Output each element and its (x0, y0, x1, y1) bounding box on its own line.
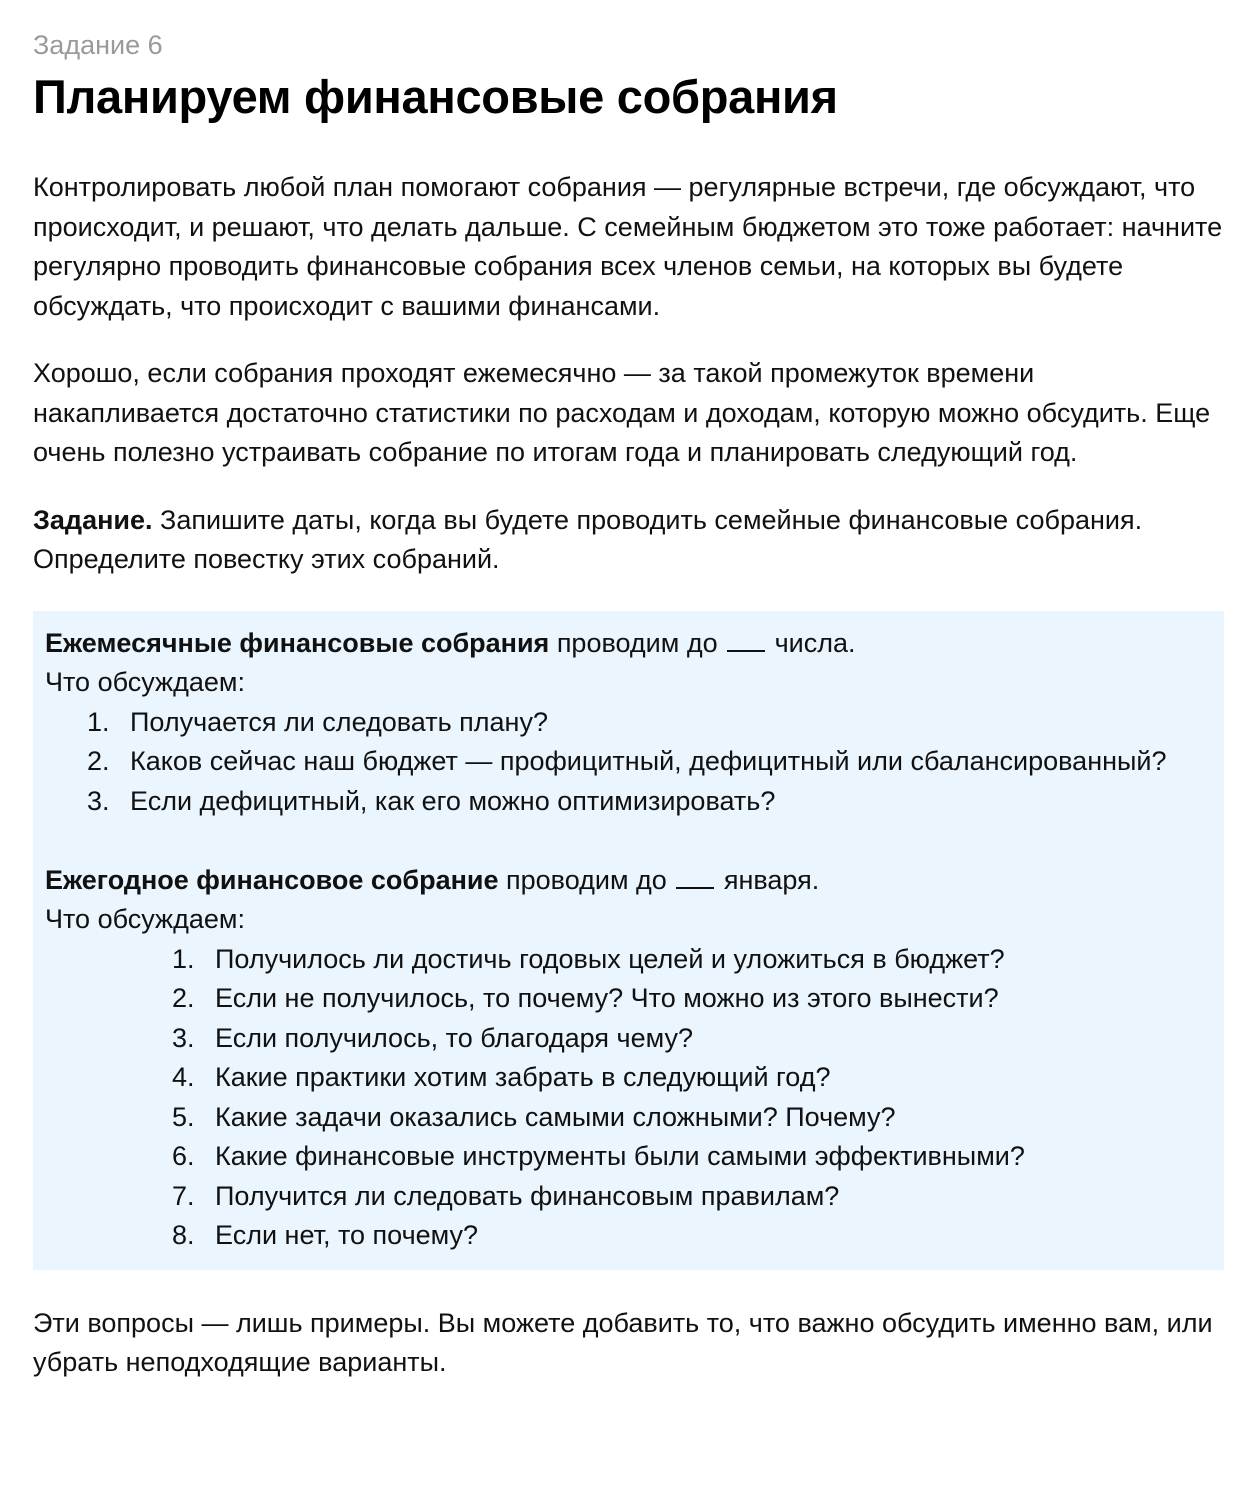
list-item-text: Если нет, то почему? (215, 1220, 479, 1250)
list-item (45, 1058, 1212, 1098)
list-item (45, 742, 1212, 782)
monthly-heading-pre: проводим до (549, 627, 726, 658)
monthly-agenda-list (45, 703, 1212, 822)
list-item (45, 1216, 1212, 1256)
intro-paragraph: Контролировать любой план помогают собрания — регулярные встречи, где обсуждают, что происходит, и решают, что делать дальше. С семейным бюджетом это тоже работает: начните регулярно проводить финансовые собрания всех членов семьи, на которых вы будете обсуждать, что происходит с вашими финансами. (33, 172, 1223, 321)
list-item-text: Если дефицитный, как его можно оптимизировать? (130, 785, 776, 816)
list-item (45, 1098, 1212, 1138)
list-item-text: Получается ли следовать плану? (130, 706, 548, 737)
list-item-number: 2. (87, 746, 110, 776)
list-item (45, 940, 1212, 980)
yearly-day-blank[interactable] (676, 865, 714, 889)
list-item-number: 6. (172, 1141, 195, 1171)
list-item-text: Какие задачи оказались самыми сложными? Почему? (215, 1101, 896, 1132)
yearly-heading (45, 861, 1212, 901)
list-item-number: 3. (172, 1022, 195, 1053)
task-label: Задание. (33, 504, 153, 535)
monthly-day-blank[interactable] (727, 628, 765, 652)
list-item (45, 1177, 1212, 1217)
frequency-paragraph: Хорошо, если собрания проходят ежемесячно — за такой промежуток времени накапливается достаточно статистики по расходам и доходам, которую можно обсудить. Еще очень полезно устраивать собрание по итогам года и планировать следующий год. (33, 358, 1211, 467)
list-item-text: Какие финансовые инструменты были самыми эффективными? (215, 1141, 1025, 1171)
list-item-number: 5. (172, 1101, 195, 1132)
list-item-text: Каков сейчас наш бюджет — профицитный, дефицитный или сбалансированный? (130, 746, 1167, 776)
agenda-box (33, 611, 1224, 1270)
monthly-heading (45, 624, 1212, 664)
yearly-agenda-list (45, 940, 1212, 1256)
yearly-heading-post: января. (716, 864, 820, 895)
list-item (45, 979, 1212, 1019)
yearly-discuss-label: Что обсуждаем: (45, 904, 245, 934)
list-item (45, 703, 1212, 743)
list-item-number: 3. (87, 785, 110, 816)
list-item-number: 8. (172, 1220, 195, 1250)
list-item-number: 2. (172, 983, 195, 1013)
list-item-number: 1. (172, 943, 195, 974)
yearly-heading-bold: Ежегодное финансовое собрание (45, 864, 499, 895)
monthly-discuss-label: Что обсуждаем: (45, 667, 245, 697)
list-item (45, 782, 1212, 822)
list-item-text: Какие практики хотим забрать в следующий год? (215, 1062, 831, 1092)
list-item-text: Получится ли следовать финансовым правилам? (215, 1180, 840, 1211)
page-title: Планируем финансовые собрания (33, 70, 838, 123)
yearly-heading-pre: проводим до (498, 864, 675, 895)
list-item-number: 1. (87, 706, 110, 737)
list-item-number: 7. (172, 1180, 195, 1211)
task-number: Задание 6 (33, 30, 163, 60)
list-item-text: Если не получилось, то почему? Что можно из этого вынести? (215, 983, 999, 1013)
task-paragraph (33, 501, 1227, 580)
monthly-heading-post: числа. (767, 627, 856, 658)
list-item (45, 1019, 1212, 1059)
section-spacer (45, 821, 1212, 861)
list-item-text: Если получилось, то благодаря чему? (215, 1022, 693, 1053)
list-item-text: Получилось ли достичь годовых целей и уложиться в бюджет? (215, 943, 1005, 974)
list-item-number: 4. (172, 1062, 195, 1092)
task-text: Запишите даты, когда вы будете проводить семейные финансовые собрания. Определите повестку этих собраний. (33, 504, 1143, 574)
monthly-heading-bold: Ежемесячные финансовые собрания (45, 627, 550, 658)
closing-paragraph: Эти вопросы — лишь примеры. Вы можете добавить то, что важно обсудить именно вам, или убрать неподходящие варианты. (33, 1307, 1213, 1377)
list-item (45, 1137, 1212, 1177)
